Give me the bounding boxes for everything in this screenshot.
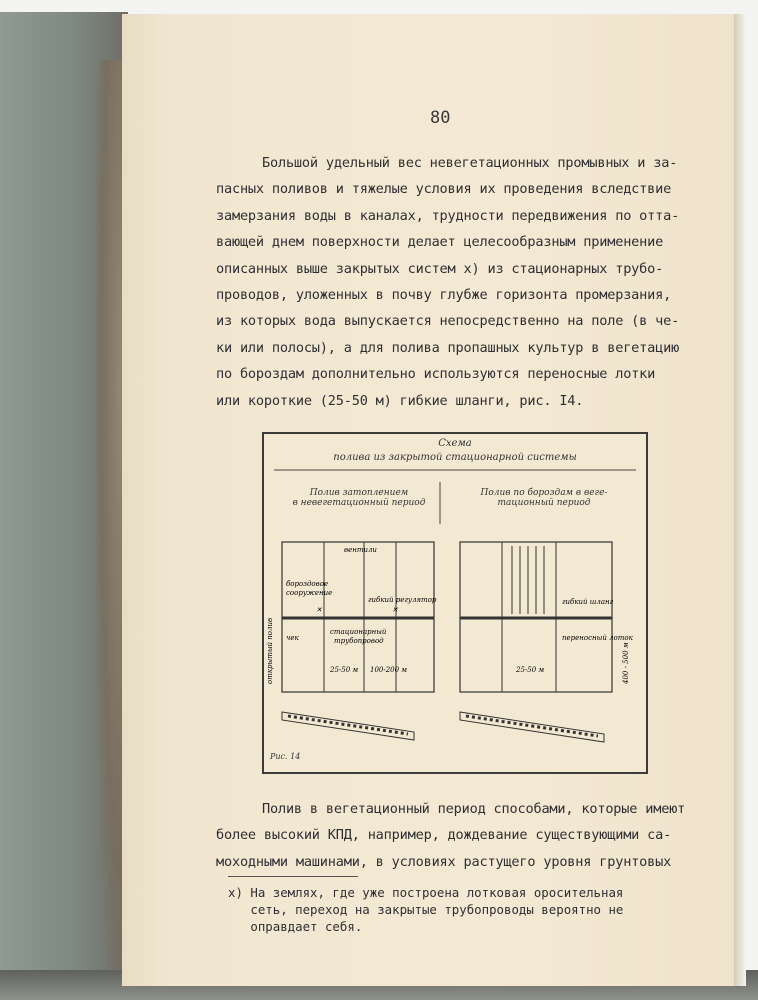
figure-caption: Рис. 14 (270, 752, 301, 761)
text-line: из которых вода выпускается непосредственно на поле (в че- (216, 313, 680, 330)
text-line: по бороздам дополнительно используются переносные лотки (216, 366, 656, 383)
svg-text:сооружение: сооружение (286, 589, 333, 597)
text-line: замерзания воды в каналах, трудности передвижения по отта- (216, 207, 680, 224)
paragraph-2 (216, 796, 696, 875)
label-furrow-structure: бороздовое (286, 580, 329, 588)
text-line: проводов, уложенных в почву глубже горизонта промерзания, (216, 287, 672, 304)
svg-text:трубопровод: трубопровод (334, 637, 384, 645)
text-line: ки или полосы), а для полива пропашных культур в вегетацию (216, 339, 680, 356)
text-line: вающей днем поверхности делает целесообразным применение (216, 234, 664, 251)
text-line: Большой удельный вес невегетационных промывных и за- (262, 155, 678, 171)
label-open-field: открытый полив (266, 617, 274, 684)
irrigation-diagram (264, 434, 646, 772)
label-span-right: 25-50 м (516, 666, 545, 674)
text-line: описанных выше закрытых систем х) из стационарных трубо- (216, 260, 664, 277)
figure-subtitle: полива из закрытой стационарной системы (333, 452, 577, 463)
footnote-line: оправдает себя. (228, 919, 363, 934)
figure-scheme (262, 432, 648, 774)
label-valves: вентили (344, 546, 377, 554)
text-line: пасных поливов и тяжелые условия их проведения вследствие (216, 181, 672, 198)
text-line: более высокий КПД, например, дождевание существующими са- (216, 827, 672, 844)
label-stationary-pipeline: стационарный (330, 628, 387, 636)
label-portable-tray: переносный лоток (562, 634, 633, 642)
footnote-line: х) На землях, где уже построена лотковая оросительная (228, 885, 624, 900)
footnote (228, 884, 668, 935)
page-edge (734, 14, 746, 986)
label-span-left: 25-50 м (330, 666, 359, 674)
paragraph-1 (216, 150, 696, 414)
label-flexible-hose: гибкий шланг (562, 598, 614, 606)
right-heading: Полив по бороздам в веге- тационный период (480, 488, 608, 508)
figure-title: Схема (438, 438, 472, 449)
text-line: моходными машинами, в условиях растущего уровня грунтовых (216, 853, 672, 870)
label-dimension: 400 - 500 м (622, 642, 630, 684)
text-line: Полив в вегетационный период способами, которые имеют (262, 801, 686, 817)
label-flexible-regulator: гибкий регулятор (368, 596, 437, 604)
footnote-rule (228, 876, 358, 877)
label-check: чек (286, 634, 299, 642)
left-heading: Полив затоплением в невегетационный период (292, 488, 426, 508)
label-span-mid: 100-200 м (370, 666, 408, 674)
svg-text:✕: ✕ (392, 606, 398, 614)
footnote-line: сеть, переход на закрытые трубопроводы вероятно не (228, 902, 624, 917)
page-number: 80 (430, 108, 451, 128)
text-line: или короткие (25-50 м) гибкие шланги, рис. I4. (216, 392, 584, 409)
svg-text:✕: ✕ (316, 606, 322, 614)
